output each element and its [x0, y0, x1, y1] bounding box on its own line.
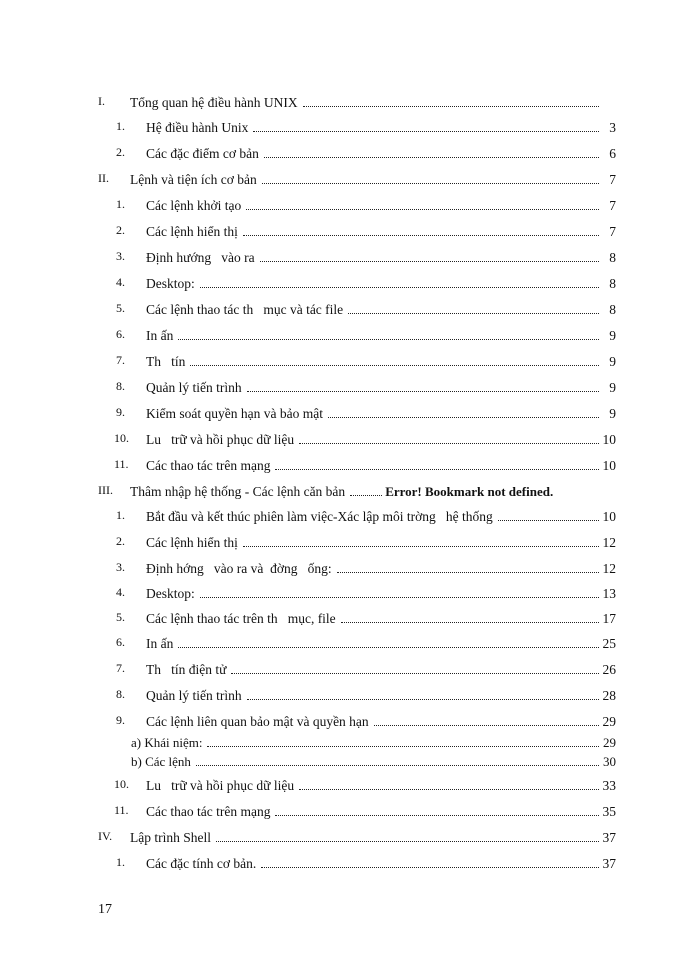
dot-leader — [247, 699, 599, 700]
toc-title: Các thao tác trên mạng — [146, 458, 271, 473]
dot-leader — [207, 746, 599, 747]
toc-title: Quản lý tiến trình — [146, 688, 242, 703]
toc-page-number: 9 — [609, 328, 616, 343]
toc-number: 1. — [116, 197, 125, 211]
toc-number: 4. — [116, 275, 125, 289]
dot-leader — [243, 546, 599, 547]
toc-page-number: 29 — [603, 735, 616, 750]
toc-title: Th tín — [146, 354, 186, 369]
dot-leader — [275, 469, 599, 470]
toc-page-number: 6 — [609, 146, 616, 161]
toc-number: IV. — [98, 829, 113, 843]
page-number-footer: 17 — [98, 902, 112, 917]
dot-leader — [200, 287, 599, 288]
toc-page-number: 7 — [609, 198, 616, 213]
toc-number: 4. — [116, 585, 125, 599]
toc-entry[interactable] — [146, 456, 616, 474]
toc-entry[interactable] — [146, 352, 616, 370]
toc-page-number: 8 — [609, 250, 616, 265]
toc-title: Th tín điện tử — [146, 662, 227, 677]
toc-title: In ấn — [146, 328, 174, 343]
dot-leader — [328, 417, 599, 418]
toc-number: I. — [98, 94, 105, 108]
toc-title: Định hướng vào ra — [146, 250, 255, 265]
toc-title: Quản lý tiến trình — [146, 380, 242, 395]
toc-entry[interactable] — [130, 170, 616, 188]
toc-entry[interactable] — [146, 559, 616, 577]
dot-leader — [275, 815, 599, 816]
toc-page-number: 26 — [602, 662, 616, 677]
toc-page-number: 3 — [609, 120, 616, 135]
toc-title: Lập trình Shell — [130, 830, 211, 845]
toc-title: In ấn — [146, 636, 174, 651]
toc-number: 9. — [116, 405, 125, 419]
toc-page-number: 8 — [609, 302, 616, 317]
toc-number: 10. — [114, 431, 129, 445]
toc-title: Bắt đầu và kết thúc phiên làm việc-Xác lập môi trờng hệ thống — [146, 509, 493, 524]
toc-title: Desktop: — [146, 276, 195, 291]
toc-number: 11. — [114, 803, 129, 817]
dot-leader — [348, 313, 599, 314]
toc-title: a) Khái niệm: — [131, 735, 203, 750]
toc-title: Các thao tác trên mạng — [146, 804, 271, 819]
toc-title: Lệnh và tiện ích cơ bản — [130, 172, 257, 187]
toc-number: 7. — [116, 661, 125, 675]
toc-entry[interactable] — [131, 733, 616, 751]
toc-number: 5. — [116, 610, 125, 624]
dot-leader — [299, 789, 599, 790]
toc-title: Desktop: — [146, 586, 195, 601]
toc-entry[interactable] — [146, 712, 616, 730]
toc-title: Các đặc điểm cơ bản — [146, 146, 259, 161]
toc-number: 3. — [116, 560, 125, 574]
toc-page-number: 29 — [602, 714, 616, 729]
dot-leader — [196, 765, 599, 766]
toc-number: 1. — [116, 508, 125, 522]
toc-entry[interactable] — [146, 533, 616, 551]
toc-number: 5. — [116, 301, 125, 315]
toc-entry[interactable] — [146, 507, 616, 525]
toc-title: Lu trữ và hồi phục dữ liệu — [146, 778, 295, 793]
dot-leader — [190, 365, 599, 366]
dot-leader — [498, 520, 599, 521]
toc-entry[interactable] — [146, 854, 616, 872]
toc-entry[interactable] — [131, 752, 616, 770]
toc-number: 2. — [116, 534, 125, 548]
dot-leader — [216, 841, 599, 842]
toc-entry[interactable] — [146, 144, 616, 162]
toc-page-number: 7 — [609, 224, 616, 239]
toc-page-number: 33 — [602, 778, 616, 793]
toc-entry[interactable] — [146, 686, 616, 704]
toc-entry[interactable] — [146, 430, 616, 448]
toc-entry[interactable] — [146, 196, 616, 214]
dot-leader — [337, 572, 599, 573]
toc-title: Lu trữ và hồi phục dữ liệu — [146, 432, 295, 447]
dot-leader — [243, 235, 599, 236]
toc-title: Các lệnh hiển thị — [146, 224, 238, 239]
toc-number: II. — [98, 171, 109, 185]
toc-number: 2. — [116, 145, 125, 159]
toc-number: 8. — [116, 687, 125, 701]
toc-title: Tổng quan hệ điều hành UNIX — [130, 95, 298, 110]
toc-number: 10. — [114, 777, 129, 791]
toc-entry[interactable] — [146, 802, 616, 820]
toc-entry[interactable] — [146, 634, 616, 652]
toc-number: 7. — [116, 353, 125, 367]
toc-number: 1. — [116, 855, 125, 869]
toc-entry[interactable] — [146, 660, 616, 678]
dot-leader — [374, 725, 599, 726]
toc-page-number: 7 — [609, 172, 616, 187]
toc-title: Hệ điều hành Unix — [146, 120, 249, 135]
dot-leader — [200, 597, 599, 598]
toc-title: Các lệnh khởi tạo — [146, 198, 242, 213]
toc-number: III. — [98, 483, 113, 497]
toc-page-number: 28 — [602, 688, 616, 703]
dot-leader — [178, 339, 599, 340]
toc-entry[interactable] — [146, 584, 616, 602]
dot-leader — [264, 157, 599, 158]
toc-page-number: 8 — [609, 276, 616, 291]
dot-leader — [303, 106, 599, 107]
toc-page-number: 12 — [602, 535, 616, 550]
toc-entry[interactable] — [146, 404, 616, 422]
toc-title: Các lệnh liên quan bảo mật và quyền hạn — [146, 714, 369, 729]
toc-page-number: 13 — [602, 586, 616, 601]
toc-page-number: 25 — [602, 636, 616, 651]
toc-page-number: 9 — [609, 354, 616, 369]
dot-leader — [231, 673, 599, 674]
toc-title: Các đặc tính cơ bản. — [146, 856, 257, 871]
error-bookmark-text: Error! Bookmark not defined. — [385, 484, 554, 499]
dot-leader — [262, 183, 599, 184]
toc-entry[interactable] — [146, 776, 616, 794]
toc-number: 8. — [116, 379, 125, 393]
toc-number: 6. — [116, 635, 125, 649]
toc-title: b) Các lệnh — [131, 754, 191, 769]
toc-entry[interactable] — [146, 248, 616, 266]
toc-page-number: 10 — [602, 509, 616, 524]
toc-page-number: 10 — [602, 458, 616, 473]
toc-entry[interactable] — [146, 326, 616, 344]
dot-leader — [341, 622, 599, 623]
toc-page-number: 30 — [603, 754, 616, 769]
toc-number: 3. — [116, 249, 125, 263]
toc-number: 9. — [116, 713, 125, 727]
dot-leader — [260, 261, 599, 262]
toc-title: Thâm nhập hệ thống - Các lệnh căn bản — [130, 484, 346, 499]
dot-leader — [178, 647, 599, 648]
toc-page-number: 37 — [602, 830, 616, 845]
toc-number: 1. — [116, 119, 125, 133]
dot-leader — [246, 209, 599, 210]
toc-title: Các lệnh hiển thị — [146, 535, 238, 550]
toc-number: 11. — [114, 457, 129, 471]
toc-title: Các lệnh thao tác th mục và tác file — [146, 302, 344, 317]
toc-entry[interactable] — [130, 482, 616, 500]
toc-title: Kiểm soát quyền hạn và bảo mật — [146, 406, 323, 421]
toc-entry[interactable] — [130, 828, 616, 846]
toc-page-number: 9 — [609, 406, 616, 421]
toc-number: 2. — [116, 223, 125, 237]
toc-entry[interactable] — [146, 222, 616, 240]
dot-leader — [299, 443, 599, 444]
dot-leader — [261, 867, 599, 868]
dot-leader — [350, 495, 382, 496]
toc-page-number: 17 — [602, 611, 616, 626]
toc-page-number: 12 — [602, 561, 616, 576]
toc-entry[interactable] — [146, 378, 616, 396]
toc-entry[interactable] — [146, 609, 616, 627]
toc-title: Định hớng vào ra và đờng ống: — [146, 561, 332, 576]
toc-page-number: 35 — [602, 804, 616, 819]
toc-page-number: 10 — [602, 432, 616, 447]
toc-number: 6. — [116, 327, 125, 341]
dot-leader — [253, 131, 599, 132]
toc-entry[interactable] — [130, 93, 602, 111]
dot-leader — [247, 391, 599, 392]
toc-page-number: 9 — [609, 380, 616, 395]
toc-entry[interactable] — [146, 300, 616, 318]
toc-title: Các lệnh thao tác trên th mục, file — [146, 611, 336, 626]
toc-page-number: 37 — [602, 856, 616, 871]
toc-entry[interactable] — [146, 274, 616, 292]
toc-entry[interactable] — [146, 118, 616, 136]
